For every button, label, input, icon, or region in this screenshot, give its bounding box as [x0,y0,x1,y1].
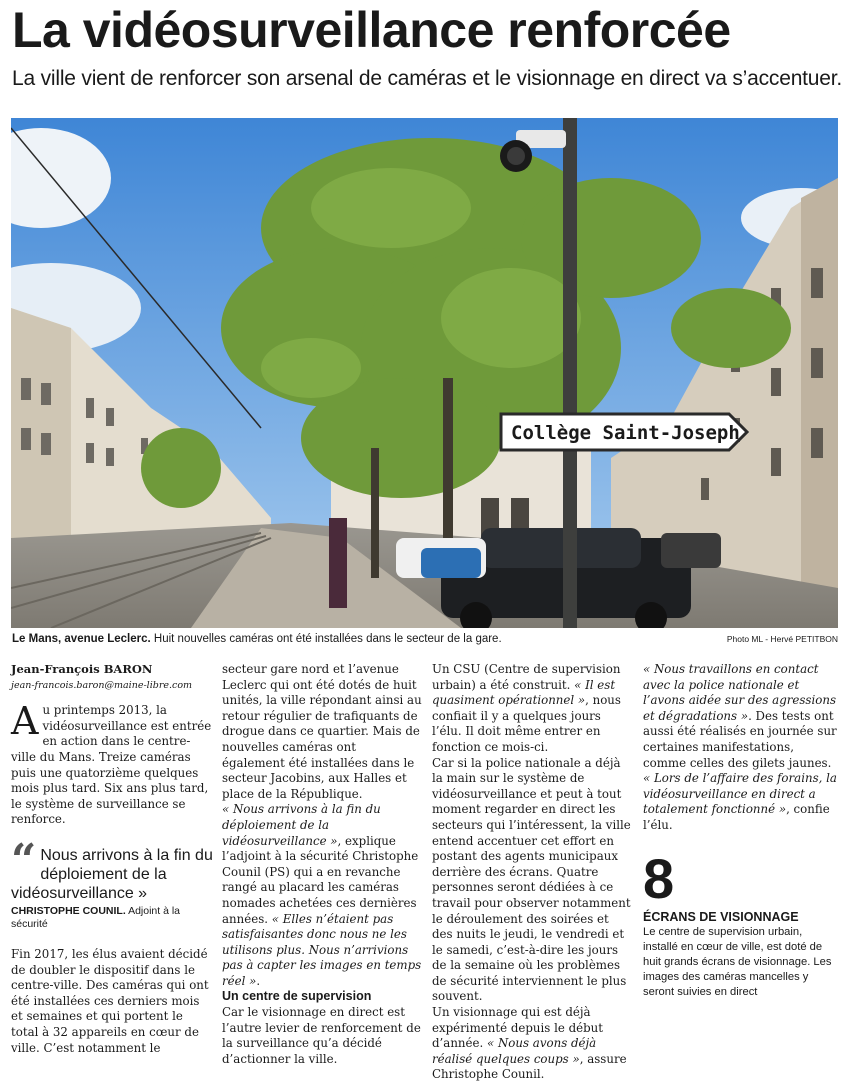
news-photo [11,118,838,628]
caption-text: Huit nouvelles caméras ont été installées dans le secteur de la gare. [150,633,502,645]
camera-post [563,118,577,628]
street-sign-text: Collège Saint-Joseph [511,422,740,444]
col2-paragraph-3: Car le visionnage en direct est l’autre levier de renforcement de la surveillance qu’a décidé d’actionner la ville. [222,1005,421,1066]
photo-caption [12,630,838,648]
deck: La ville vient de renforcer son arsenal de caméras et le visionnage en direct va s’accentuer. [12,67,843,90]
col3-paragraph-3 [432,1005,632,1083]
headline: La vidéosurveillance renforcée [12,2,731,58]
parking-meter [329,518,347,608]
column-3 [432,662,632,1083]
col1-paragraph-2: Fin 2017, les élus avaient décidé de doubler le dispositif dans le centre-ville. Des caméras qui ont été installées ces derniers mois et semaines et qui portent le total à 32 appareils en cœur de ville. C’est notamment le [11,946,209,1055]
author-email: jean-francois.baron@maine-libre.com [11,679,193,691]
pull-quote-author: CHRISTOPHE COUNIL. [11,904,126,917]
col3-text-3: Un visionnage qui est déjà expérimenté depuis le début d’année. [432,1005,604,1051]
pull-quote [11,834,214,931]
photo-credit: Photo ML - Hervé PETITBON [726,634,838,644]
col4-paragraph-1 [643,662,839,834]
street-sign [501,414,747,450]
dark-car [661,533,721,568]
fact-title: ÉCRANS DE VISIONNAGE [643,909,799,924]
drop-cap: A [11,699,39,744]
col2-quote-1: « Nous arrivons à la fin du déploiement de la vidéosurveillance » [222,802,381,848]
pull-quote-role: Adjoint à la sécurité [11,904,181,930]
col3-paragraph-1 [432,662,632,756]
fact-text: Le centre de supervision urbain, installé en cœur de ville, est doté de huit grands écrans de visionnage. Les images des caméras mancelles y seront suivies en direct [643,926,832,999]
lead-paragraph [11,699,214,828]
col3-quote-3: « Nous avons déjà réalisé quelques coups » [432,1036,597,1066]
col4-text-1: . Des tests ont aussi été réalisés en journée sur certaines manifestations, comme celles des gilets jaunes. [643,708,837,770]
col3-quote-1: « Il est quasiment opérationnel » [432,677,616,708]
lead-text: u printemps 2013, la vidéosurveillance est entrée en action dans le centre-ville du Mans. Treize caméras puis une quatorzième quelques mois plus tard. Six ans plus tard, le système de surveillance se renforce. [11,703,212,827]
column-1 [11,662,214,1056]
blue-car [421,548,481,578]
pull-quote-attribution [11,905,214,931]
col4-text-2: , confie l’élu. [643,802,830,832]
col3-text-3b: , assure Christophe Counil. [432,1051,627,1082]
col4-quote-2: « Lors de l’affaire des forains, la vidéosurveillance en direct a totalement fonctionné » [643,771,837,817]
col2-text-2: , explique l’adjoint à la sécurité Christophe Counil (PS) qui a en revanche rangé au placard les caméras nomades achetées ces dernières années. [222,833,419,926]
col3-text-1b: , nous confiait il y a quelques jours l’élu. Il doit même entrer en fonction ce mois-ci. [432,693,621,754]
col2-paragraph-2 [222,802,422,989]
col2-quote-2: « Elles n’étaient pas satisfaisantes donc nous ne les utilisons plus. Nous n’arrivions pas à capter les images en temps réel » [222,911,422,988]
fact-number: 8 [643,846,675,910]
col3-paragraph-2: Car si la police nationale a déjà la main sur le système de vidéosurveillance et peut à tout moment regarder en direct les secteurs qui l’intéressent, la ville entend accentuer cet effort en postant des agents municipaux derrière des écrans. Quatre personnes seront dédiées à ce travail pour observer notamment le déroulement des soirées et des nuits le jeudi, le vendredi et le samedi, c’est-à-dire les jours de la semaine où les problèmes de sécurité interviennent le plus souvent. [432,755,631,1004]
pull-quote-text: Nous arrivons à la fin du déploiement de la vidéosurveillance » [11,846,213,902]
column-2 [222,662,422,1067]
section-subhead: Un centre de supervision [222,989,372,1004]
author-name: Jean-François BARON [11,662,153,676]
quote-mark-icon: “ [11,834,37,886]
col3-text-1: Un CSU (Centre de supervision urbain) a été construit. [432,662,621,692]
caption-place: Le Mans, avenue Leclerc. [12,633,151,645]
column-4 [643,662,839,1000]
col4-quote-1: « Nous travaillons en contact avec la police nationale et l’avons aidée sur des agressions et dégradations » [643,662,837,723]
right-buildings-shade [801,178,838,588]
left-buildings-shade [11,308,71,538]
col2-text-2-end: . [256,973,261,988]
col2-paragraph-1: secteur gare nord et l’avenue Leclerc qui ont été dotés de huit unités, la ville répondant ainsi au retour régulier de trafiquants de drogue dans ce quartier. Mais de nouvelles caméras ont également été installées dans le secteur Jacobins, aux Halles et place de la République. [222,662,422,801]
